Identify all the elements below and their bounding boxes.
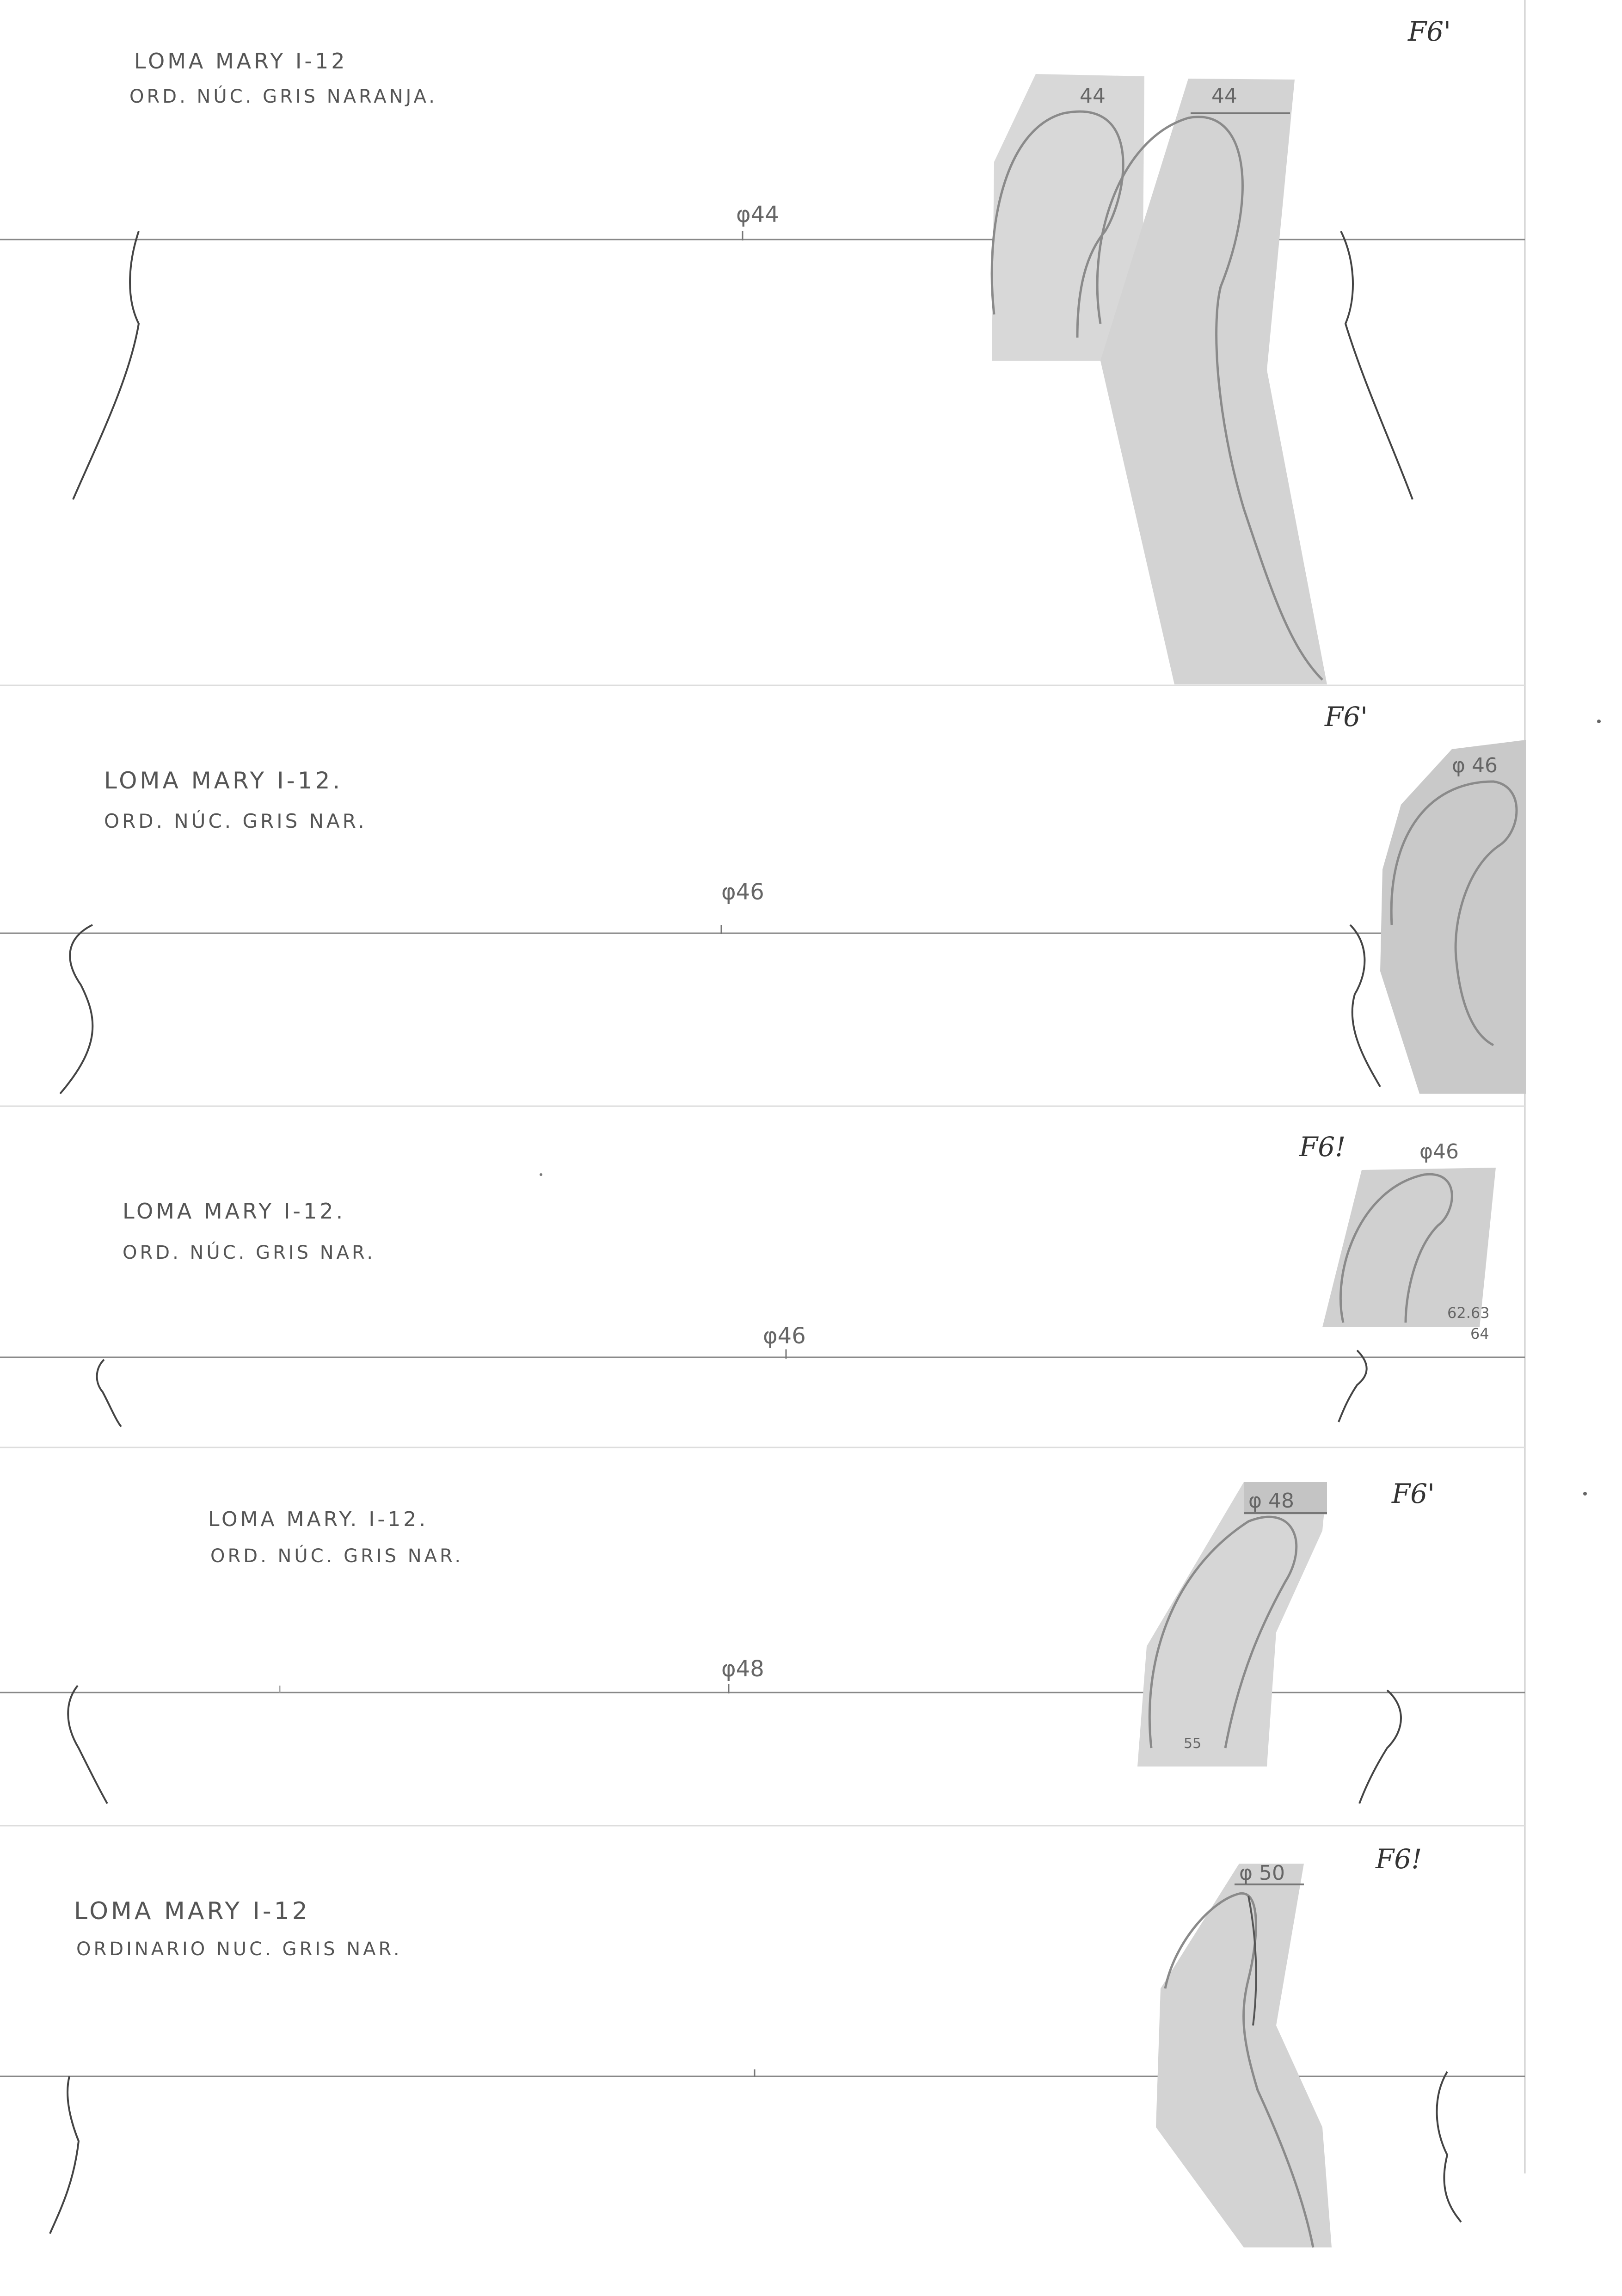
site-label: LOMA MARY I-12.: [123, 1199, 346, 1224]
swatch-note: 62.63: [1447, 1304, 1490, 1322]
form-code: F6!: [1299, 1131, 1346, 1163]
profile-left: [73, 231, 139, 499]
fabric-label: ORD. NÚC. GRIS NAR.: [210, 1545, 464, 1567]
sheet-5: [0, 1843, 1525, 2247]
site-label: LOMA MARY I-12.: [104, 767, 343, 794]
scan-speck: [540, 1173, 542, 1176]
swatch-diameter: 44: [1080, 84, 1106, 108]
sheet-4: [0, 1478, 1525, 1804]
profile-right: [1341, 231, 1413, 499]
scan-speck: [1583, 1492, 1587, 1496]
diameter-label: φ46: [721, 879, 764, 905]
profile-left: [50, 2076, 79, 2234]
diameter-label: φ48: [721, 1656, 764, 1682]
form-code: F6': [1392, 1478, 1435, 1509]
sheet-3: [0, 1131, 1525, 1427]
swatch-diameter: φ 48: [1248, 1489, 1294, 1513]
form-code: F6': [1325, 701, 1368, 733]
form-code: F6': [1408, 16, 1451, 47]
form-code: F6!: [1376, 1843, 1422, 1875]
sheet-2: [0, 701, 1526, 1094]
profile-right: [1437, 2072, 1462, 2222]
swatch-note: 55: [1184, 1736, 1202, 1752]
fabric-label: ORD. NÚC. GRIS NARANJA.: [129, 86, 437, 107]
rim-swatch: [1380, 740, 1526, 1094]
profile-right: [1350, 925, 1380, 1087]
site-label: LOMA MARY. I-12.: [208, 1508, 429, 1531]
scan-speck: [1597, 720, 1601, 723]
fabric-label: ORDINARIO NUC. GRIS NAR.: [76, 1939, 402, 1960]
swatch-diameter: φ 50: [1239, 1861, 1285, 1885]
swatch-diameter: φ46: [1419, 1140, 1459, 1163]
fabric-label: ORD. NÚC. GRIS NAR.: [123, 1242, 376, 1263]
sheet-1: [0, 16, 1525, 684]
profile-left: [97, 1360, 121, 1427]
profile-left: [68, 1686, 107, 1804]
profile-right: [1339, 1350, 1367, 1422]
diameter-label: φ46: [763, 1323, 806, 1349]
profile-left: [60, 925, 92, 1094]
swatch-diameter: φ 46: [1452, 754, 1498, 777]
profile-right: [1359, 1690, 1401, 1804]
fabric-label: ORD. NÚC. GRIS NAR.: [104, 810, 367, 832]
rim-swatch: [1156, 1864, 1332, 2247]
site-label: LOMA MARY I-12: [134, 49, 348, 74]
swatch-note: 64: [1470, 1325, 1489, 1342]
site-label: LOMA MARY I-12: [74, 1897, 310, 1925]
rim-swatch: [1322, 1168, 1496, 1327]
diameter-label: φ44: [736, 202, 779, 228]
swatch-diameter: 44: [1211, 84, 1237, 108]
